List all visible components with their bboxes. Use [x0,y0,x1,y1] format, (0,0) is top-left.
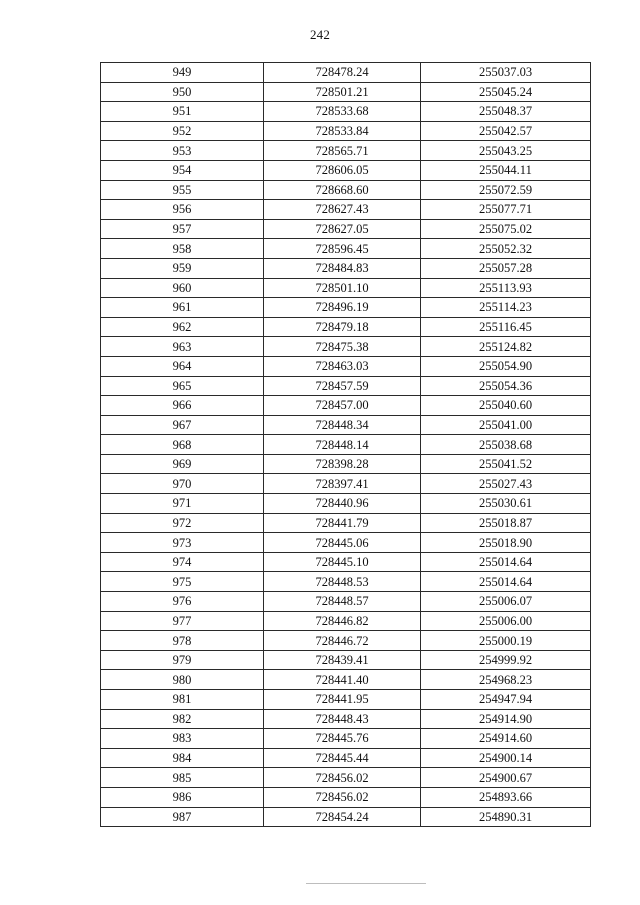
x-coordinate-cell: 728668.60 [264,180,421,200]
y-coordinate-cell: 255054.36 [421,376,591,396]
y-coordinate-cell: 255114.23 [421,298,591,318]
table-row [101,631,591,651]
y-coordinate-cell: 255075.02 [421,219,591,239]
y-coordinate-cell: 255014.64 [421,552,591,572]
table-row [101,337,591,357]
y-coordinate-cell: 255044.11 [421,160,591,180]
point-number-cell: 974 [101,552,264,572]
point-number-cell: 985 [101,768,264,788]
x-coordinate-cell: 728446.82 [264,611,421,631]
y-coordinate-cell: 254893.66 [421,787,591,807]
point-number-cell: 959 [101,258,264,278]
x-coordinate-cell: 728448.34 [264,415,421,435]
table-row [101,200,591,220]
x-coordinate-cell: 728440.96 [264,494,421,514]
x-coordinate-cell: 728457.59 [264,376,421,396]
point-number-cell: 982 [101,709,264,729]
table-row [101,572,591,592]
table-row [101,592,591,612]
table-row [101,670,591,690]
x-coordinate-cell: 728445.10 [264,552,421,572]
point-number-cell: 968 [101,435,264,455]
y-coordinate-cell: 255042.57 [421,121,591,141]
y-coordinate-cell: 254914.90 [421,709,591,729]
table-row [101,748,591,768]
y-coordinate-cell: 255057.28 [421,258,591,278]
table-row [101,298,591,318]
x-coordinate-cell: 728448.53 [264,572,421,592]
table-row [101,415,591,435]
point-number-cell: 966 [101,396,264,416]
point-number-cell: 975 [101,572,264,592]
point-number-cell: 973 [101,533,264,553]
point-number-cell: 961 [101,298,264,318]
point-number-cell: 956 [101,200,264,220]
x-coordinate-cell: 728496.19 [264,298,421,318]
x-coordinate-cell: 728596.45 [264,239,421,259]
y-coordinate-cell: 254914.60 [421,729,591,749]
table-row [101,768,591,788]
table-row [101,219,591,239]
point-number-cell: 980 [101,670,264,690]
y-coordinate-cell: 255043.25 [421,141,591,161]
table-row [101,82,591,102]
x-coordinate-cell: 728501.21 [264,82,421,102]
point-number-cell: 979 [101,650,264,670]
x-coordinate-cell: 728479.18 [264,317,421,337]
page-number: 242 [309,27,331,42]
y-coordinate-cell: 255048.37 [421,102,591,122]
y-coordinate-cell: 255041.00 [421,415,591,435]
x-coordinate-cell: 728448.57 [264,592,421,612]
y-coordinate-cell: 255018.90 [421,533,591,553]
table-row [101,258,591,278]
table-row [101,454,591,474]
x-coordinate-cell: 728445.44 [264,748,421,768]
table-row [101,102,591,122]
table-row [101,650,591,670]
x-coordinate-cell: 728441.95 [264,690,421,710]
y-coordinate-cell: 255030.61 [421,494,591,514]
x-coordinate-cell: 728501.10 [264,278,421,298]
point-number-cell: 987 [101,807,264,827]
y-coordinate-cell: 255054.90 [421,356,591,376]
table-row [101,63,591,83]
x-coordinate-cell: 728456.02 [264,787,421,807]
y-coordinate-cell: 255045.24 [421,82,591,102]
point-number-cell: 950 [101,82,264,102]
y-coordinate-cell: 255041.52 [421,454,591,474]
y-coordinate-cell: 254999.92 [421,650,591,670]
y-coordinate-cell: 254900.67 [421,768,591,788]
point-number-cell: 965 [101,376,264,396]
point-number-cell: 957 [101,219,264,239]
table-row [101,552,591,572]
x-coordinate-cell: 728398.28 [264,454,421,474]
point-number-cell: 962 [101,317,264,337]
point-number-cell: 952 [101,121,264,141]
table-row [101,121,591,141]
point-number-cell: 984 [101,748,264,768]
scan-artifact-line [306,883,426,884]
point-number-cell: 981 [101,690,264,710]
y-coordinate-cell: 255116.45 [421,317,591,337]
x-coordinate-cell: 728606.05 [264,160,421,180]
point-number-cell: 983 [101,729,264,749]
coordinates-table [100,62,591,827]
y-coordinate-cell: 255037.03 [421,63,591,83]
x-coordinate-cell: 728457.00 [264,396,421,416]
y-coordinate-cell: 255040.60 [421,396,591,416]
point-number-cell: 955 [101,180,264,200]
table-row [101,376,591,396]
point-number-cell: 958 [101,239,264,259]
y-coordinate-cell: 255027.43 [421,474,591,494]
y-coordinate-cell: 255006.00 [421,611,591,631]
table-row [101,513,591,533]
point-number-cell: 960 [101,278,264,298]
table-row [101,611,591,631]
y-coordinate-cell: 255113.93 [421,278,591,298]
x-coordinate-cell: 728456.02 [264,768,421,788]
point-number-cell: 951 [101,102,264,122]
x-coordinate-cell: 728439.41 [264,650,421,670]
y-coordinate-cell: 255018.87 [421,513,591,533]
point-number-cell: 978 [101,631,264,651]
point-number-cell: 967 [101,415,264,435]
point-number-cell: 976 [101,592,264,612]
x-coordinate-cell: 728441.79 [264,513,421,533]
point-number-cell: 970 [101,474,264,494]
x-coordinate-cell: 728533.84 [264,121,421,141]
point-number-cell: 953 [101,141,264,161]
y-coordinate-cell: 255014.64 [421,572,591,592]
y-coordinate-cell: 255124.82 [421,337,591,357]
x-coordinate-cell: 728445.76 [264,729,421,749]
x-coordinate-cell: 728533.68 [264,102,421,122]
x-coordinate-cell: 728445.06 [264,533,421,553]
table-row [101,494,591,514]
x-coordinate-cell: 728478.24 [264,63,421,83]
coordinates-table-body [101,63,591,827]
table-row [101,396,591,416]
x-coordinate-cell: 728484.83 [264,258,421,278]
y-coordinate-cell: 255038.68 [421,435,591,455]
table-row [101,729,591,749]
x-coordinate-cell: 728463.03 [264,356,421,376]
y-coordinate-cell: 255072.59 [421,180,591,200]
table-row [101,533,591,553]
point-number-cell: 964 [101,356,264,376]
table-row [101,807,591,827]
x-coordinate-cell: 728565.71 [264,141,421,161]
y-coordinate-cell: 254900.14 [421,748,591,768]
point-number-cell: 969 [101,454,264,474]
point-number-cell: 972 [101,513,264,533]
x-coordinate-cell: 728448.14 [264,435,421,455]
x-coordinate-cell: 728475.38 [264,337,421,357]
table-row [101,474,591,494]
x-coordinate-cell: 728627.43 [264,200,421,220]
y-coordinate-cell: 255006.07 [421,592,591,612]
table-row [101,356,591,376]
table-row [101,317,591,337]
point-number-cell: 954 [101,160,264,180]
table-row [101,180,591,200]
table-row [101,690,591,710]
table-row [101,141,591,161]
x-coordinate-cell: 728454.24 [264,807,421,827]
x-coordinate-cell: 728397.41 [264,474,421,494]
table-row [101,435,591,455]
x-coordinate-cell: 728448.43 [264,709,421,729]
y-coordinate-cell: 255052.32 [421,239,591,259]
x-coordinate-cell: 728441.40 [264,670,421,690]
y-coordinate-cell: 254968.23 [421,670,591,690]
y-coordinate-cell: 255000.19 [421,631,591,651]
x-coordinate-cell: 728627.05 [264,219,421,239]
table-row [101,239,591,259]
point-number-cell: 977 [101,611,264,631]
y-coordinate-cell: 254890.31 [421,807,591,827]
y-coordinate-cell: 255077.71 [421,200,591,220]
point-number-cell: 963 [101,337,264,357]
point-number-cell: 986 [101,787,264,807]
x-coordinate-cell: 728446.72 [264,631,421,651]
table-row [101,160,591,180]
point-number-cell: 949 [101,63,264,83]
table-row [101,709,591,729]
y-coordinate-cell: 254947.94 [421,690,591,710]
table-row [101,787,591,807]
point-number-cell: 971 [101,494,264,514]
table-row [101,278,591,298]
